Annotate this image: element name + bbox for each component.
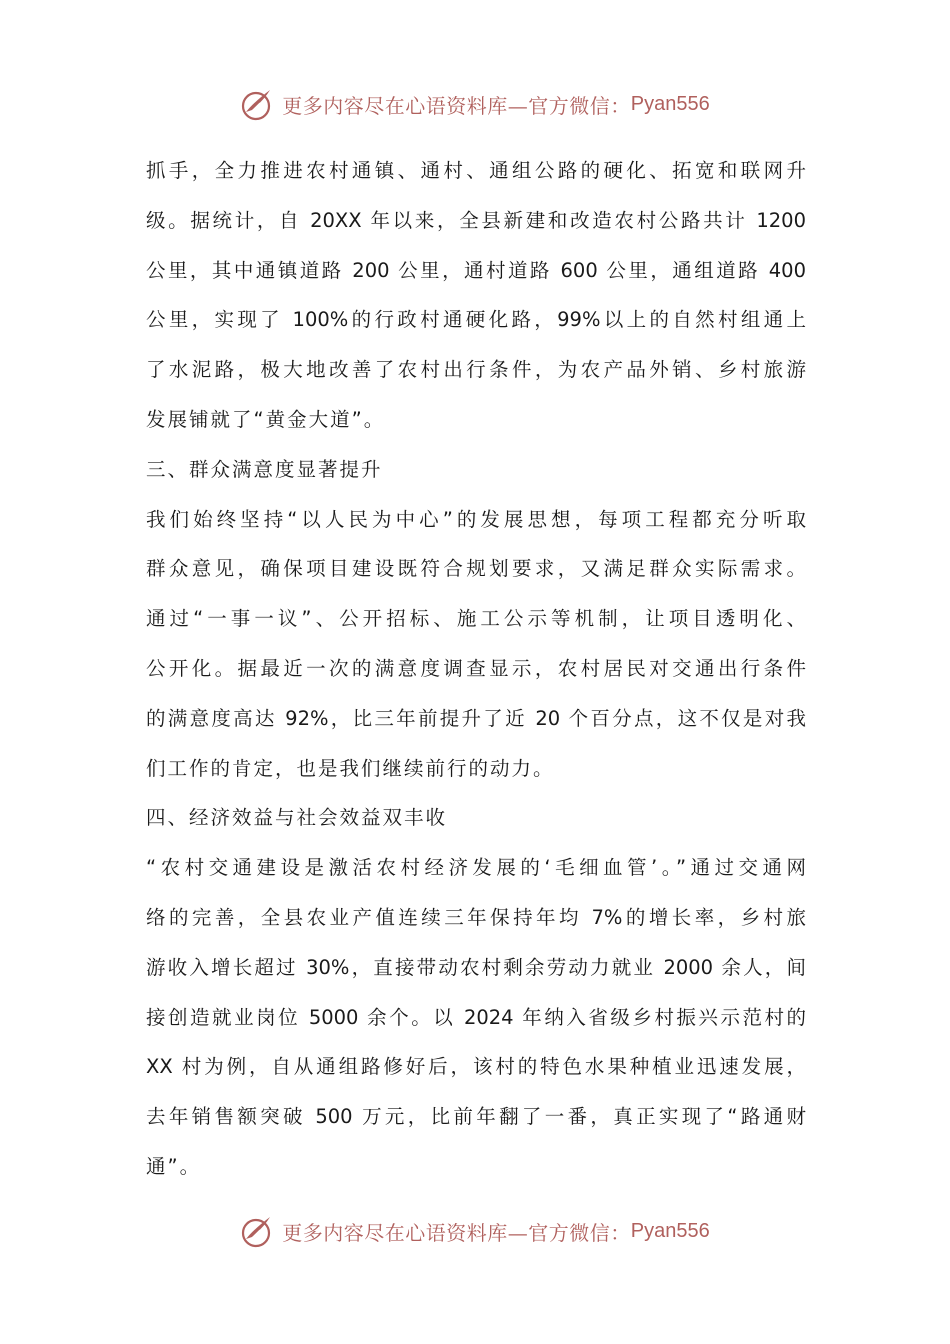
watermark-text: 更多内容尽在心语资料库—官方微信：	[282, 93, 631, 118]
body-line: 的满意度高达 92%，比三年前提升了近 20 个百分点，这不仅是对我	[146, 706, 806, 730]
body-line: 发展铺就了“黄金大道”。	[146, 407, 386, 431]
quill-logo-icon	[240, 86, 276, 122]
body-line: 了水泥路，极大地改善了农村出行条件，为农产品外销、乡村旅游	[146, 358, 806, 382]
section-heading: 四、经济效益与社会效益双丰收	[146, 806, 448, 830]
section-heading: 三、群众满意度显著提升	[146, 457, 383, 481]
watermark-id: Pyan556	[630, 1219, 710, 1242]
body-line: 通”。	[146, 1154, 202, 1178]
body-line: 络的完善，全县农业产值连续三年保持年均 7%的增长率，乡村旅	[146, 905, 806, 929]
body-line: 通过“一事一议”、公开招标、施工公示等机制，让项目透明化、	[146, 607, 806, 631]
body-line: 游收入增长超过 30%，直接带动农村剩余劳动力就业 2000 余人，间	[146, 955, 806, 979]
body-line: 公里，实现了 100%的行政村通硬化路，99%以上的自然村组通上	[146, 308, 806, 332]
body-line: 接创造就业岗位 5000 余个。以 2024 年纳入省级乡村振兴示范村的	[146, 1005, 806, 1029]
watermark-id: Pyan556	[630, 92, 710, 115]
body-line: 公开化。据最近一次的满意度调查显示，农村居民对交通出行条件	[146, 656, 806, 680]
watermark-text: 更多内容尽在心语资料库—官方微信：	[282, 1220, 631, 1245]
body-line: 们工作的肯定，也是我们继续前行的动力。	[146, 756, 555, 780]
body-line: “农村交通建设是激活农村经济发展的‘毛细血管’。”通过交通网	[146, 856, 806, 880]
document-body	[146, 146, 806, 1192]
body-line: 级。据统计，自 20XX 年以来，全县新建和改造农村公路共计 1200	[146, 208, 806, 232]
body-line: 抓手，全力推进农村通镇、通村、通组公路的硬化、拓宽和联网升	[146, 159, 806, 182]
body-line: 去年销售额突破 500 万元，比前年翻了一番，真正实现了“路通财	[146, 1105, 806, 1129]
watermark-banner-top	[0, 84, 950, 124]
quill-logo-icon	[240, 1213, 276, 1249]
body-line: 我们始终坚持“以人民为中心”的发展思想，每项工程都充分听取	[146, 507, 806, 531]
body-line: XX 村为例，自从通组路修好后，该村的特色水果种植业迅速发展，	[146, 1055, 806, 1079]
body-line: 公里，其中通镇道路 200 公里，通村道路 600 公里，通组道路 400	[146, 258, 806, 282]
watermark-banner-bottom	[0, 1211, 950, 1251]
body-line: 群众意见，确保项目建设既符合规划要求，又满足群众实际需求。	[146, 557, 806, 581]
